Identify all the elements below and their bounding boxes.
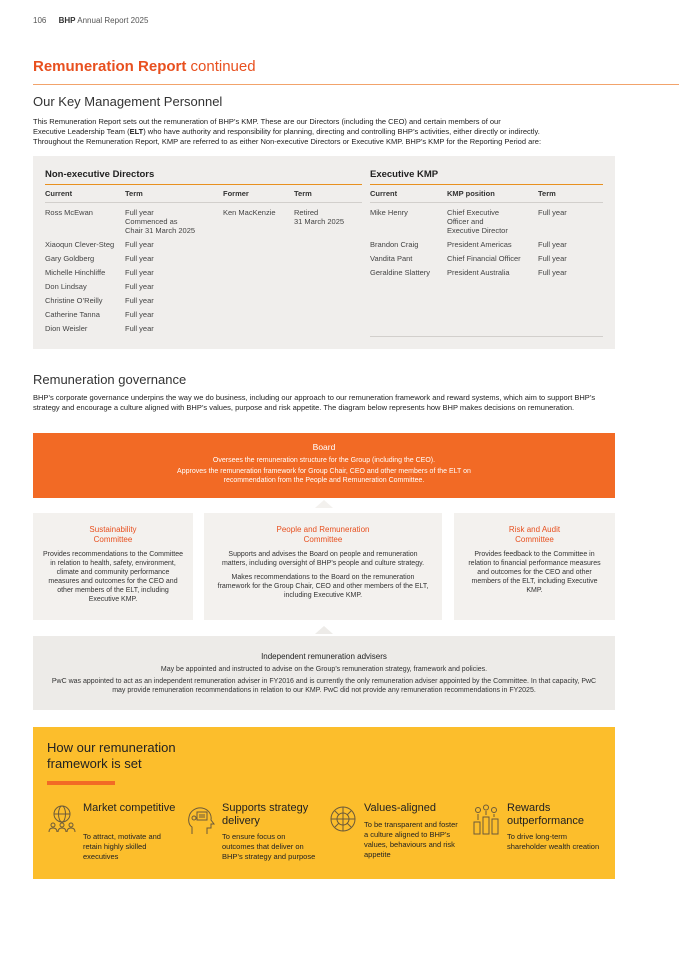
- title-suffix: continued: [190, 58, 256, 75]
- board-line-1: Oversees the remuneration structure for the Group (including the CEO).: [212, 457, 436, 464]
- page-header: [33, 16, 148, 25]
- exec-position-4: President Australia: [447, 268, 510, 277]
- exec-name-2: Brandon Craig: [370, 240, 419, 249]
- ned-name-2: Xiaoqun Clever-Steg: [45, 240, 115, 249]
- exec-col-position: KMP position: [447, 189, 495, 198]
- ned-name-6: Christine O’Reilly: [45, 296, 103, 305]
- kmp-intro-elt: ELT: [129, 127, 144, 136]
- framework-item-4-text: To drive long-term shareholder wealth creation: [507, 832, 600, 851]
- exec-title-rule: [370, 184, 603, 185]
- kmp-intro-2a: Executive Leadership Team (: [33, 127, 130, 136]
- advisers-connector-notch: [315, 626, 333, 634]
- framework-item-1-text: To attract, motivate and retain highly skilled executives: [83, 832, 161, 861]
- exec-name-3: Vandita Pant: [370, 254, 413, 263]
- ned-name-7: Catherine Tanna: [45, 310, 100, 319]
- page-number: 106: [33, 16, 47, 25]
- ned-name-8: Dion Weisler: [45, 324, 88, 333]
- ned-term-2: Full year: [125, 240, 154, 249]
- strategy-head-icon: [186, 804, 216, 836]
- exec-header-rule: [370, 202, 603, 203]
- framework-accent-bar: [47, 781, 115, 785]
- risk-audit-committee-text: Provides feedback to the Committee in relation to financial performance measures and outcomes for the CEO and other members of the ELT, including Executive KMP.: [468, 551, 601, 594]
- kmp-intro: [33, 117, 633, 147]
- report-brand: BHP: [58, 16, 76, 25]
- ned-col-current: Current: [45, 189, 73, 198]
- sustainability-committee-text: Provides recommendations to the Committee in relation to health, safety, environment, climate and community performance measures and outcomes for the CEO and other members of the ELT, including Executive KMP.: [42, 551, 184, 603]
- risk-audit-committee-box: [454, 513, 615, 620]
- kmp-intro-line-3: Throughout the Remuneration Report, KMP are referred to as either Non-executive Directors or Executive KMP. BHP’s KMP for the Reporting Period are:: [33, 137, 542, 146]
- exec-table-end-rule: [370, 336, 603, 337]
- framework-item-1-title: Market competitive: [83, 802, 176, 814]
- report-name: Annual Report 2025: [77, 16, 149, 25]
- ned-term-1: Full year Commenced as Chair 31 March 2025: [125, 208, 196, 235]
- advisers-line-1: May be appointed and instructed to advise on the Group’s remuneration strategy, framework and policies.: [160, 666, 488, 673]
- ned-term-4: Full year: [125, 268, 154, 277]
- people-remuneration-committee-box: [204, 513, 442, 620]
- ned-term-8: Full year: [125, 324, 154, 333]
- board-line-2: Approves the remuneration framework for Group Chair, CEO and other members of the ELT on recommendation from the People and Remuneration Committee.: [177, 468, 471, 484]
- kmp-intro-2c: ) who have authority and responsibility for planning, directing and controlling BHP’s activities, either directly or indirectly.: [143, 127, 540, 136]
- ned-title: Non-executive Directors: [45, 169, 155, 180]
- page-title: [33, 58, 256, 75]
- ned-term-7: Full year: [125, 310, 154, 319]
- title-divider: [33, 84, 679, 85]
- ned-col-term: Term: [125, 189, 143, 198]
- exec-name-1: Mike Henry: [370, 208, 408, 217]
- exec-term-2: Full year: [538, 240, 567, 249]
- board-box: [33, 433, 615, 498]
- ned-header-rule: [45, 202, 362, 203]
- ned-term-5: Full year: [125, 282, 154, 291]
- framework-title: How our remuneration framework is set: [47, 740, 176, 771]
- ned-name-1: Ross McEwan: [45, 208, 93, 217]
- kmp-intro-line-2: [33, 127, 633, 137]
- former-name: Ken MacKenzie: [223, 208, 276, 217]
- globe-people-icon: [47, 804, 77, 834]
- framework-item-3-title: Values-aligned: [364, 802, 436, 814]
- governance-heading: Remuneration governance: [33, 372, 187, 387]
- ned-name-4: Michelle Hinchliffe: [45, 268, 106, 277]
- exec-position-3: Chief Financial Officer: [447, 254, 521, 263]
- people-remuneration-committee-title: People and Remuneration Committee: [276, 525, 370, 544]
- exec-position-1: Chief Executive Officer and Executive Director: [447, 208, 508, 235]
- exec-position-2: President Americas: [447, 240, 512, 249]
- exec-term-3: Full year: [538, 254, 567, 263]
- advisers-box: [33, 636, 615, 710]
- governance-intro: BHP’s corporate governance underpins the way we do business, including our approach to our remuneration framework and reward systems, which aim to support BHP’s strategy and encourage a culture aligned with BHP’s values, purpose and risk appetite. The diagram below represents how BHP makes decisions on remuneration.: [33, 393, 596, 412]
- advisers-title: Independent remuneration advisers: [261, 652, 387, 661]
- risk-audit-committee-title: Risk and Audit Committee: [508, 525, 561, 544]
- ned-term-6: Full year: [125, 296, 154, 305]
- ned-term-3: Full year: [125, 254, 154, 263]
- framework-item-4-title: Rewards outperformance: [507, 802, 585, 827]
- exec-name-4: Geraldine Slattery: [370, 268, 431, 277]
- exec-col-term: Term: [538, 189, 556, 198]
- ned-name-5: Don Lindsay: [45, 282, 87, 291]
- framework-item-2-text: To ensure focus on outcomes that deliver on BHP’s strategy and purpose: [222, 832, 316, 861]
- framework-item-3-text: To be transparent and foster a culture aligned to BHP’s values, behaviours and risk appetite: [364, 820, 458, 859]
- exec-title: Executive KMP: [370, 169, 439, 180]
- kmp-intro-line-1: This Remuneration Report sets out the remuneration of BHP’s KMP. These are our Directors (including the CEO) and certain members of our: [33, 117, 501, 126]
- sustainability-committee-title: Sustainability Committee: [89, 525, 137, 544]
- advisers-line-2: PwC was appointed to act as an independent remuneration adviser in FY2016 and is currently the only remuneration adviser appointed by the Committee. In that capacity, PwC may provide remuneration recommendations in relation to our KMP. PwC did not provide any remuneration recommendations in FY2025.: [51, 678, 597, 694]
- people-remuneration-committee-text-2: Makes recommendations to the Board on the remuneration framework for the Group Chair, CEO and other members of the ELT, including Executive KMP.: [217, 574, 429, 599]
- exec-col-current: Current: [370, 189, 398, 198]
- board-title: Board: [312, 442, 336, 452]
- title-main: Remuneration Report: [33, 58, 187, 75]
- ned-name-3: Gary Goldberg: [45, 254, 95, 263]
- board-connector-notch: [315, 500, 333, 508]
- ned-title-rule: [45, 184, 362, 185]
- framework-panel: [33, 727, 615, 879]
- exec-term-4: Full year: [538, 268, 567, 277]
- kmp-heading: Our Key Management Personnel: [33, 94, 223, 109]
- exec-term-1: Full year: [538, 208, 567, 217]
- people-remuneration-committee-text: Supports and advises the Board on people and remuneration matters, including oversight of BHP’s people and culture strategy.: [221, 551, 425, 567]
- framework-item-2-title: Supports strategy delivery: [222, 802, 309, 827]
- shareholders-icon: [471, 804, 501, 836]
- values-globe-icon: [328, 804, 358, 834]
- kmp-table-panel: [33, 156, 615, 349]
- ned-col-former: Former: [223, 189, 249, 198]
- ned-col-former-term: Term: [294, 189, 312, 198]
- sustainability-committee-box: [33, 513, 193, 620]
- former-term: Retired 31 March 2025: [294, 208, 345, 226]
